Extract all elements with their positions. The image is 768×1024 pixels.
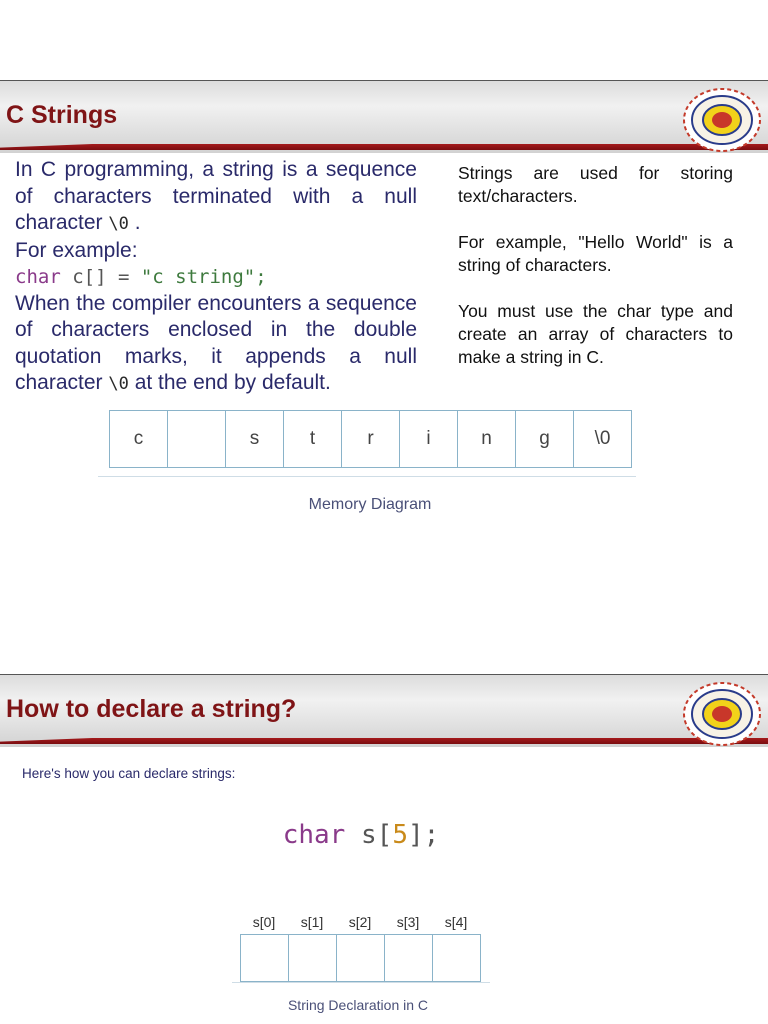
for-example-label: For example: — [15, 238, 138, 262]
index-label: s[3] — [396, 914, 420, 930]
slide-title: How to declare a string? — [6, 695, 297, 723]
definition-paragraph: In C programming, a string is a sequence of characters terminated with a null character \0 . — [15, 158, 417, 234]
array-cell — [433, 935, 480, 981]
memory-cell: \0 — [594, 428, 611, 449]
declaration-diagram — [240, 934, 481, 982]
memory-diagram — [109, 410, 632, 468]
memory-cell: i — [400, 411, 458, 467]
title-underline — [0, 738, 768, 744]
right-column-text — [458, 162, 733, 392]
left-column-text — [15, 157, 417, 398]
right-paragraph-1: Strings are used for storing text/characters. — [458, 163, 733, 206]
intro-text: Here's how you can declare strings: — [22, 766, 236, 781]
slide-c-strings — [0, 80, 768, 600]
array-cell — [289, 935, 337, 981]
institute-logo-icon — [682, 87, 762, 153]
title-bar — [0, 674, 768, 747]
index-label: s[1] — [300, 914, 324, 930]
array-cell — [241, 935, 289, 981]
title-underline — [0, 144, 768, 150]
code-example: char c[] = "c string"; — [15, 266, 267, 288]
slide-declare-string — [0, 674, 768, 1024]
index-label: s[0] — [252, 914, 276, 930]
memory-cell: r — [342, 411, 400, 467]
diagram-divider — [98, 476, 636, 477]
right-paragraph-3: You must use the char type and create an array of characters to make a string in C. — [458, 301, 733, 367]
memory-diagram-caption: Memory Diagram — [308, 496, 432, 513]
declaration-code: char s[5]; — [282, 820, 440, 850]
index-label: s[4] — [444, 914, 468, 930]
memory-cell: t — [284, 411, 342, 467]
index-labels — [240, 914, 480, 930]
compiler-paragraph: When the compiler encounters a sequence of characters enclosed in the double quotation marks, it appends a null character \0 at the end by default. — [15, 291, 417, 394]
diagram-divider — [232, 982, 490, 983]
memory-cell: g — [516, 411, 574, 467]
memory-cell: c — [110, 411, 168, 467]
declaration-caption: String Declaration in C — [287, 997, 429, 1013]
memory-cell: n — [458, 411, 516, 467]
index-label: s[2] — [348, 914, 372, 930]
memory-cell — [168, 411, 226, 467]
right-paragraph-2: For example, "Hello World" is a string of characters. — [458, 232, 733, 275]
title-bar — [0, 80, 768, 153]
array-cell — [337, 935, 385, 981]
array-cell — [385, 935, 433, 981]
slide-title: C Strings — [6, 101, 118, 129]
institute-logo-icon — [682, 681, 762, 747]
memory-cell: s — [226, 411, 284, 467]
